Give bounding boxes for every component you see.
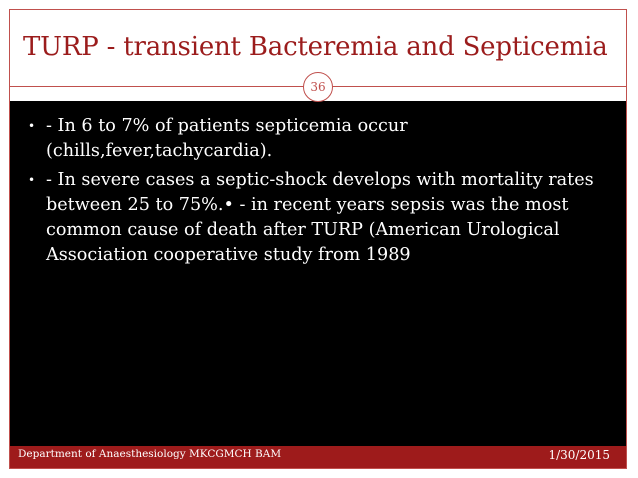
bullet-icon: • (28, 119, 36, 133)
bullet-icon: • (28, 173, 36, 187)
footer-department: Department of Anaesthesiology MKCGMCH BAM (18, 448, 282, 460)
bullet-text: - In severe cases a septic-shock develops with mortality rates between 25 to 75%.• - in recent years sepsis was the most common cause of death after TURP (American Urological Association cooperative study from 1989 (46, 170, 594, 265)
page-number: 36 (310, 80, 326, 94)
page-number-badge (303, 72, 333, 102)
bullet-text: - In 6 to 7% of patients septicemia occur (chills,fever,tachycardia). (46, 116, 408, 161)
slide-title: TURP - transient Bacteremia and Septicemia (23, 32, 608, 62)
bullet-list (28, 114, 618, 272)
footer-date: 1/30/2015 (548, 448, 610, 462)
bullet-item (28, 168, 618, 268)
bullet-item (28, 114, 618, 164)
